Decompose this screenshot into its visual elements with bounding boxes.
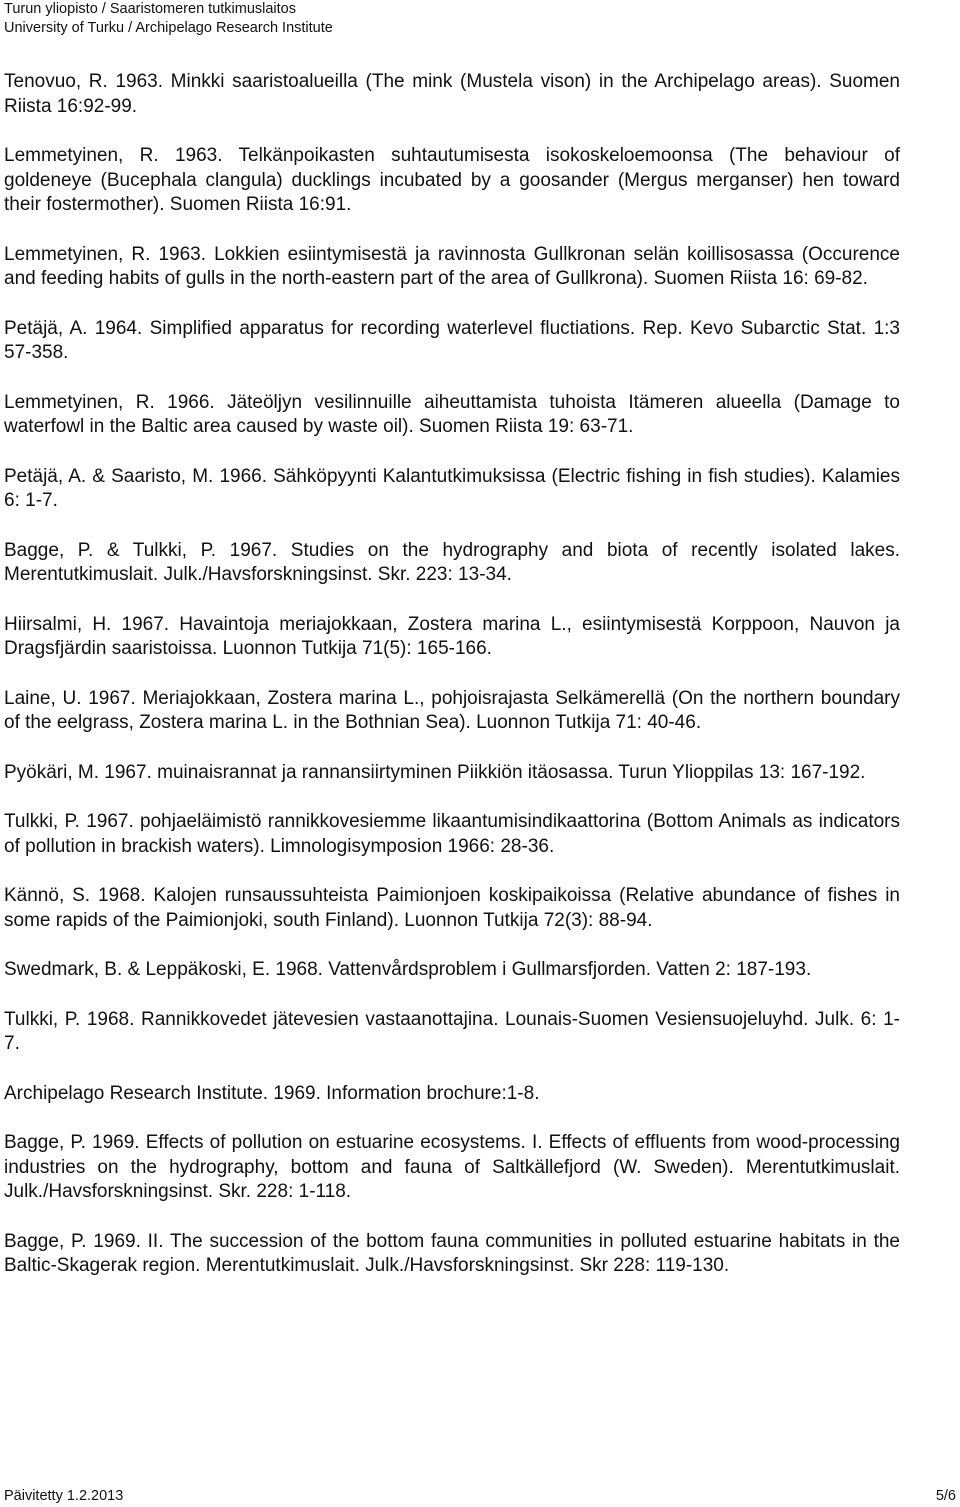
reference-item: Archipelago Research Institute. 1969. Information brochure:1-8. [4, 1082, 540, 1104]
reference-list [4, 70, 900, 1304]
reference-item: Laine, U. 1967. Meriajokkaan, Zostera marina L., pohjoisrajasta Selkämerellä (On the northern boundary of the eelgrass, Zostera marina L. in the Bothnian Sea). Luonnon Tutkija 71: 40-46. [4, 687, 900, 733]
reference-item: Bagge, P. 1969. Effects of pollution on estuarine ecosystems. I. Effects of effluents from wood-processing industries on the hydrography, bottom and fauna of Saltkällefjord (W. Sweden). Merentutkimuslait. Julk./Havsforskningsinst. Skr. 228: 1-118. [4, 1132, 900, 1202]
reference-item: Swedmark, B. & Leppäkoski, E. 1968. Vattenvårdsproblem i Gullmarsfjorden. Vatten 2: 187-193. [4, 959, 812, 980]
reference-item: Bagge, P. 1969. II. The succession of the bottom fauna communities in polluted estuarine habitats in the Baltic-Skagerak region. Merentutkimuslait. Julk./Havsforskningsinst. Skr 228: 119-130. [4, 1230, 900, 1276]
footer-page-number: 5/6 [935, 1488, 956, 1504]
reference-item: Petäjä, A. 1964. Simplified apparatus for recording waterlevel fluctiations. Rep. Kevo Subarctic Stat. 1:3 57-358. [4, 317, 900, 363]
reference-item: Tenovuo, R. 1963. Minkki saaristoalueilla (The mink (Mustela vison) in the Archipelago areas). Suomen Riista 16:92-99. [4, 71, 900, 117]
reference-item: Kännö, S. 1968. Kalojen runsaussuhteista Paimionjoen koskipaikoissa (Relative abundance of fishes in some rapids of the Paimionjoki, south Finland). Luonnon Tutkija 72(3): 88-94. [4, 885, 900, 931]
reference-item: Tulkki, P. 1968. Rannikkovedet jätevesien vastaanottajina. Lounais-Suomen Vesiensuojeluyhd. Julk. 6: 1-7. [4, 1008, 900, 1054]
reference-item: Hiirsalmi, H. 1967. Havaintoja meriajokkaan, Zostera marina L., esiintymisestä Korppoon, Nauvon ja Dragsfjärdin saaristoissa. Luonnon Tutkija 71(5): 165-166. [4, 613, 900, 659]
reference-item: Petäjä, A. & Saaristo, M. 1966. Sähköpyynti Kalantutkimuksissa (Electric fishing in fish studies). Kalamies 6: 1-7. [4, 465, 900, 511]
page-header [4, 0, 333, 38]
reference-item: Lemmetyinen, R. 1966. Jäteöljyn vesilinnuille aiheuttamista tuhoista Itämeren alueella (Damage to waterfowl in the Baltic area caused by waste oil). Suomen Riista 19: 63-71. [4, 391, 900, 437]
reference-item: Tulkki, P. 1967. pohjaeläimistö rannikkovesiemme likaantumisindikaattorina (Bottom Animals as indicators of pollution in brackish waters). Limnologisymposion 1966: 28-36. [4, 811, 900, 857]
reference-item: Pyökäri, M. 1967. muinaisrannat ja rannansiirtyminen Piikkiön itäosassa. Turun Ylioppilas 13: 167-192. [4, 761, 866, 783]
header-institution-english: University of Turku / Archipelago Research Institute [4, 20, 333, 36]
reference-item: Lemmetyinen, R. 1963. Telkänpoikasten suhtautumisesta isokoskeloemoonsa (The behaviour of goldeneye (Bucephala clangula) ducklings incubated by a goosander (Mergus merganser) hen toward their fostermother). Suomen Riista 16:91. [4, 145, 900, 215]
reference-item: Lemmetyinen, R. 1963. Lokkien esiintymisestä ja ravinnosta Gullkronan selän koillisosassa (Occurence and feeding habits of gulls in the north-eastern part of the area of Gullkrona). Suomen Riista 16: 69-82. [4, 243, 900, 289]
footer-updated-date: Päivitetty 1.2.2013 [4, 1488, 124, 1504]
header-institution-finnish: Turun yliopisto / Saaristomeren tutkimuslaitos [4, 1, 296, 17]
reference-item: Bagge, P. & Tulkki, P. 1967. Studies on the hydrography and biota of recently isolated lakes. Merentutkimuslait. Julk./Havsforskningsinst. Skr. 223: 13-34. [4, 539, 900, 585]
